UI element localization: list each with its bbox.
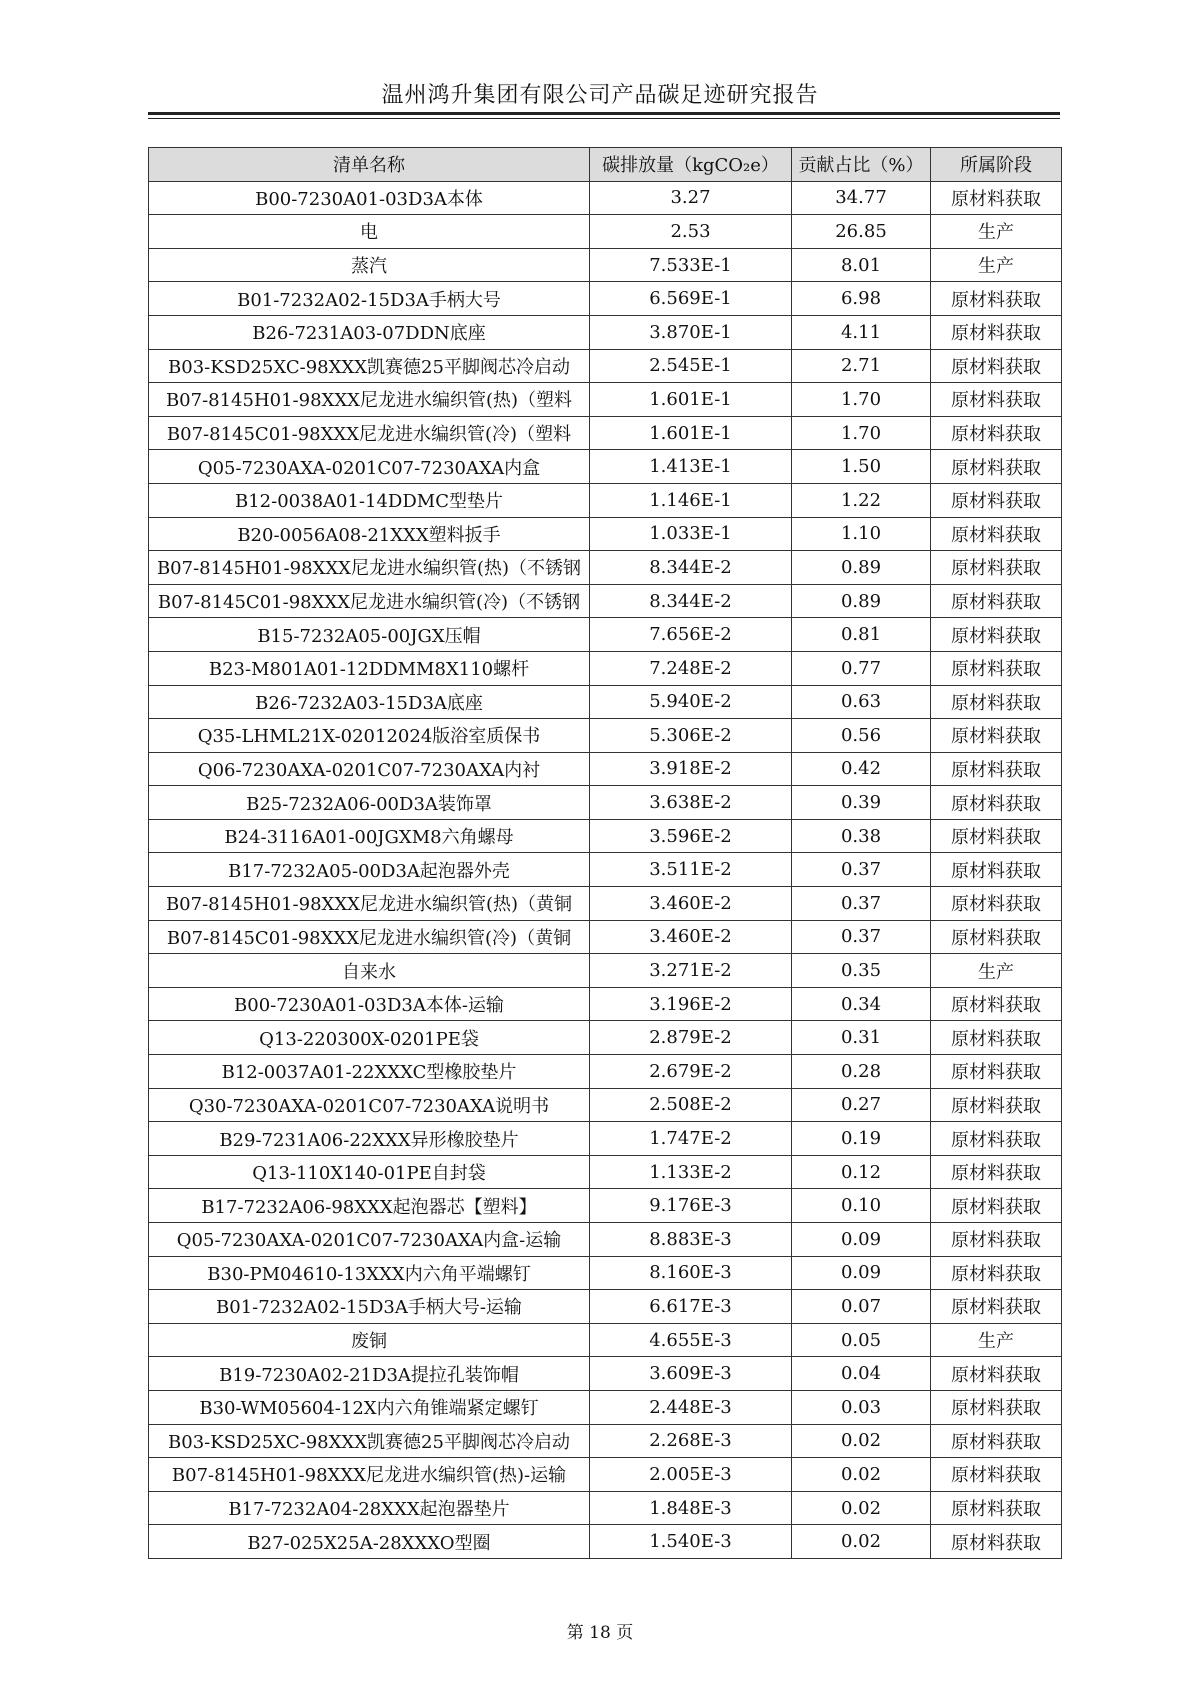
table-row <box>149 584 1062 618</box>
item-name-cell: B01-7232A02-15D3A手柄大号-运输 <box>149 1290 590 1324</box>
item-name-cell: B15-7232A05-00JGX压帽 <box>149 618 590 652</box>
item-name-cell: B12-0037A01-22XXXC型橡胶垫片 <box>149 1055 590 1089</box>
table-row <box>149 786 1062 820</box>
stage-cell: 原材料获取 <box>931 987 1062 1021</box>
share-cell: 34.77 <box>792 181 931 215</box>
emissions-cell: 2.005E-3 <box>590 1458 792 1492</box>
table-row <box>149 1189 1062 1223</box>
table-row <box>149 887 1062 921</box>
emissions-cell: 7.248E-2 <box>590 651 792 685</box>
stage-cell: 原材料获取 <box>931 1390 1062 1424</box>
stage-cell: 原材料获取 <box>931 1256 1062 1290</box>
item-name-cell: B30-PM04610-13XXX内六角平端螺钉 <box>149 1256 590 1290</box>
stage-cell: 原材料获取 <box>931 819 1062 853</box>
share-cell: 0.09 <box>792 1223 931 1257</box>
share-cell: 1.70 <box>792 383 931 417</box>
table-header <box>149 148 1062 182</box>
table-row <box>149 215 1062 249</box>
stage-cell: 原材料获取 <box>931 282 1062 316</box>
emissions-cell: 7.656E-2 <box>590 618 792 652</box>
share-cell: 0.63 <box>792 685 931 719</box>
table-row <box>149 1155 1062 1189</box>
share-cell: 0.37 <box>792 920 931 954</box>
stage-cell: 原材料获取 <box>931 752 1062 786</box>
header-cell-emissions: 碳排放量（kgCO₂e） <box>590 148 792 182</box>
share-cell: 0.03 <box>792 1390 931 1424</box>
table-row <box>149 349 1062 383</box>
emissions-cell: 2.508E-2 <box>590 1088 792 1122</box>
item-name-cell: 电 <box>149 215 590 249</box>
stage-cell: 生产 <box>931 215 1062 249</box>
item-name-cell: B19-7230A02-21D3A提拉孔装饰帽 <box>149 1357 590 1391</box>
emissions-cell: 8.160E-3 <box>590 1256 792 1290</box>
stage-cell: 原材料获取 <box>931 1223 1062 1257</box>
item-name-cell: Q06-7230AXA-0201C07-7230AXA内衬 <box>149 752 590 786</box>
item-name-cell: Q05-7230AXA-0201C07-7230AXA内盒 <box>149 450 590 484</box>
share-cell: 0.10 <box>792 1189 931 1223</box>
emissions-cell: 3.638E-2 <box>590 786 792 820</box>
item-name-cell: B07-8145C01-98XXX尼龙进水编织管(冷)（黄铜 <box>149 920 590 954</box>
emissions-cell: 8.883E-3 <box>590 1223 792 1257</box>
item-name-cell: B25-7232A06-00D3A装饰罩 <box>149 786 590 820</box>
item-name-cell: Q30-7230AXA-0201C07-7230AXA说明书 <box>149 1088 590 1122</box>
share-cell: 0.02 <box>792 1525 931 1559</box>
emissions-cell: 1.848E-3 <box>590 1491 792 1525</box>
share-cell: 0.12 <box>792 1155 931 1189</box>
table-row <box>149 416 1062 450</box>
share-cell: 0.02 <box>792 1424 931 1458</box>
item-name-cell: B07-8145C01-98XXX尼龙进水编织管(冷)（不锈钢 <box>149 584 590 618</box>
item-name-cell: B00-7230A01-03D3A本体-运输 <box>149 987 590 1021</box>
share-cell: 0.02 <box>792 1491 931 1525</box>
share-cell: 0.56 <box>792 719 931 753</box>
stage-cell: 原材料获取 <box>931 1055 1062 1089</box>
emissions-cell: 3.918E-2 <box>590 752 792 786</box>
emissions-cell: 3.870E-1 <box>590 315 792 349</box>
stage-cell: 原材料获取 <box>931 1021 1062 1055</box>
stage-cell: 原材料获取 <box>931 651 1062 685</box>
share-cell: 0.42 <box>792 752 931 786</box>
item-name-cell: Q35-LHML21X-02012024版浴室质保书 <box>149 719 590 753</box>
emissions-cell: 1.747E-2 <box>590 1122 792 1156</box>
item-name-cell: B07-8145H01-98XXX尼龙进水编织管(热)（塑料 <box>149 383 590 417</box>
emissions-cell: 5.940E-2 <box>590 685 792 719</box>
table-row <box>149 383 1062 417</box>
stage-cell: 原材料获取 <box>931 349 1062 383</box>
table-row <box>149 315 1062 349</box>
item-name-cell: B20-0056A08-21XXX塑料扳手 <box>149 517 590 551</box>
table-header-row <box>149 148 1062 182</box>
emissions-cell: 2.545E-1 <box>590 349 792 383</box>
stage-cell: 原材料获取 <box>931 1424 1062 1458</box>
stage-cell: 原材料获取 <box>931 584 1062 618</box>
share-cell: 0.81 <box>792 618 931 652</box>
item-name-cell: B24-3116A01-00JGXM8六角螺母 <box>149 819 590 853</box>
emissions-cell: 3.609E-3 <box>590 1357 792 1391</box>
item-name-cell: B30-WM05604-12X内六角锥端紧定螺钉 <box>149 1390 590 1424</box>
share-cell: 0.19 <box>792 1122 931 1156</box>
share-cell: 0.31 <box>792 1021 931 1055</box>
header-cell-share: 贡献占比（%） <box>792 148 931 182</box>
stage-cell: 原材料获取 <box>931 719 1062 753</box>
table-row <box>149 282 1062 316</box>
table-row <box>149 920 1062 954</box>
item-name-cell: B01-7232A02-15D3A手柄大号 <box>149 282 590 316</box>
emissions-cell: 3.271E-2 <box>590 954 792 988</box>
emissions-cell: 1.413E-1 <box>590 450 792 484</box>
stage-cell: 原材料获取 <box>931 887 1062 921</box>
stage-cell: 原材料获取 <box>931 1525 1062 1559</box>
table-row <box>149 1357 1062 1391</box>
item-name-cell: Q05-7230AXA-0201C07-7230AXA内盒-运输 <box>149 1223 590 1257</box>
table-row <box>149 181 1062 215</box>
emissions-cell: 1.601E-1 <box>590 416 792 450</box>
stage-cell: 原材料获取 <box>931 1458 1062 1492</box>
emissions-cell: 2.448E-3 <box>590 1390 792 1424</box>
item-name-cell: B12-0038A01-14DDMC型垫片 <box>149 483 590 517</box>
item-name-cell: B07-8145H01-98XXX尼龙进水编织管(热)（黄铜 <box>149 887 590 921</box>
emissions-cell: 2.879E-2 <box>590 1021 792 1055</box>
item-name-cell: 蒸汽 <box>149 248 590 282</box>
emissions-cell: 1.146E-1 <box>590 483 792 517</box>
item-name-cell: 废铜 <box>149 1323 590 1357</box>
share-cell: 2.71 <box>792 349 931 383</box>
emissions-cell: 1.033E-1 <box>590 517 792 551</box>
item-name-cell: B00-7230A01-03D3A本体 <box>149 181 590 215</box>
table-row <box>149 685 1062 719</box>
stage-cell: 原材料获取 <box>931 517 1062 551</box>
emissions-cell: 1.601E-1 <box>590 383 792 417</box>
table-row <box>149 853 1062 887</box>
emissions-cell: 3.460E-2 <box>590 887 792 921</box>
table-row <box>149 551 1062 585</box>
table-row <box>149 1458 1062 1492</box>
share-cell: 0.02 <box>792 1458 931 1492</box>
table-row <box>149 987 1062 1021</box>
table-row <box>149 1088 1062 1122</box>
emissions-cell: 6.569E-1 <box>590 282 792 316</box>
stage-cell: 原材料获取 <box>931 1155 1062 1189</box>
share-cell: 0.05 <box>792 1323 931 1357</box>
emissions-table <box>148 147 1062 1559</box>
stage-cell: 原材料获取 <box>931 416 1062 450</box>
item-name-cell: B17-7232A05-00D3A起泡器外壳 <box>149 853 590 887</box>
emissions-cell: 7.533E-1 <box>590 248 792 282</box>
table-row <box>149 1021 1062 1055</box>
table-row <box>149 618 1062 652</box>
share-cell: 1.70 <box>792 416 931 450</box>
share-cell: 0.27 <box>792 1088 931 1122</box>
header-cell-item-name: 清单名称 <box>149 148 590 182</box>
table-row <box>149 719 1062 753</box>
emissions-cell: 8.344E-2 <box>590 584 792 618</box>
stage-cell: 原材料获取 <box>931 853 1062 887</box>
share-cell: 0.04 <box>792 1357 931 1391</box>
stage-cell: 原材料获取 <box>931 1290 1062 1324</box>
table-row <box>149 651 1062 685</box>
table-row <box>149 1055 1062 1089</box>
emissions-cell: 3.196E-2 <box>590 987 792 1021</box>
item-name-cell: B23-M801A01-12DDMM8X110螺杆 <box>149 651 590 685</box>
share-cell: 0.89 <box>792 584 931 618</box>
emissions-cell: 4.655E-3 <box>590 1323 792 1357</box>
stage-cell: 原材料获取 <box>931 551 1062 585</box>
share-cell: 0.89 <box>792 551 931 585</box>
stage-cell: 原材料获取 <box>931 920 1062 954</box>
emissions-cell: 1.540E-3 <box>590 1525 792 1559</box>
page-number: 第 18 页 <box>566 1623 634 1643</box>
table-row <box>149 1122 1062 1156</box>
emissions-cell: 3.511E-2 <box>590 853 792 887</box>
table-body <box>149 181 1062 1558</box>
stage-cell: 生产 <box>931 248 1062 282</box>
stage-cell: 生产 <box>931 1323 1062 1357</box>
emissions-cell: 5.306E-2 <box>590 719 792 753</box>
item-name-cell: B26-7231A03-07DDN底座 <box>149 315 590 349</box>
stage-cell: 生产 <box>931 954 1062 988</box>
table-row <box>149 1323 1062 1357</box>
table-row <box>149 248 1062 282</box>
item-name-cell: B29-7231A06-22XXX异形橡胶垫片 <box>149 1122 590 1156</box>
item-name-cell: B17-7232A06-98XXX起泡器芯【塑料】 <box>149 1189 590 1223</box>
share-cell: 0.35 <box>792 954 931 988</box>
stage-cell: 原材料获取 <box>931 383 1062 417</box>
share-cell: 0.37 <box>792 887 931 921</box>
share-cell: 0.77 <box>792 651 931 685</box>
table-row <box>149 1390 1062 1424</box>
share-cell: 0.38 <box>792 819 931 853</box>
stage-cell: 原材料获取 <box>931 685 1062 719</box>
share-cell: 26.85 <box>792 215 931 249</box>
item-name-cell: B17-7232A04-28XXX起泡器垫片 <box>149 1491 590 1525</box>
share-cell: 0.07 <box>792 1290 931 1324</box>
item-name-cell: B07-8145C01-98XXX尼龙进水编织管(冷)（塑料 <box>149 416 590 450</box>
table-row <box>149 752 1062 786</box>
emissions-cell: 8.344E-2 <box>590 551 792 585</box>
share-cell: 1.10 <box>792 517 931 551</box>
emissions-cell: 2.679E-2 <box>590 1055 792 1089</box>
table-row <box>149 483 1062 517</box>
item-name-cell: B26-7232A03-15D3A底座 <box>149 685 590 719</box>
stage-cell: 原材料获取 <box>931 315 1062 349</box>
share-cell: 6.98 <box>792 282 931 316</box>
stage-cell: 原材料获取 <box>931 450 1062 484</box>
stage-cell: 原材料获取 <box>931 618 1062 652</box>
table-row <box>149 450 1062 484</box>
emissions-cell: 3.27 <box>590 181 792 215</box>
item-name-cell: Q13-220300X-0201PE袋 <box>149 1021 590 1055</box>
stage-cell: 原材料获取 <box>931 1122 1062 1156</box>
share-cell: 0.37 <box>792 853 931 887</box>
table-row <box>149 1290 1062 1324</box>
table-row <box>149 819 1062 853</box>
item-name-cell: B03-KSD25XC-98XXX凯赛德25平脚阀芯冷启动 <box>149 1424 590 1458</box>
emissions-cell: 2.53 <box>590 215 792 249</box>
share-cell: 0.39 <box>792 786 931 820</box>
stage-cell: 原材料获取 <box>931 1357 1062 1391</box>
table-row <box>149 954 1062 988</box>
emissions-cell: 6.617E-3 <box>590 1290 792 1324</box>
emissions-cell: 3.596E-2 <box>590 819 792 853</box>
share-cell: 4.11 <box>792 315 931 349</box>
table-row <box>149 517 1062 551</box>
table-row <box>149 1223 1062 1257</box>
table-row <box>149 1424 1062 1458</box>
emissions-cell: 3.460E-2 <box>590 920 792 954</box>
stage-cell: 原材料获取 <box>931 1491 1062 1525</box>
item-name-cell: Q13-110X140-01PE自封袋 <box>149 1155 590 1189</box>
share-cell: 0.34 <box>792 987 931 1021</box>
stage-cell: 原材料获取 <box>931 1189 1062 1223</box>
share-cell: 0.28 <box>792 1055 931 1089</box>
item-name-cell: B03-KSD25XC-98XXX凯赛德25平脚阀芯冷启动 <box>149 349 590 383</box>
item-name-cell: B07-8145H01-98XXX尼龙进水编织管(热)-运输 <box>149 1458 590 1492</box>
table-row <box>149 1256 1062 1290</box>
item-name-cell: 自来水 <box>149 954 590 988</box>
table-row <box>149 1525 1062 1559</box>
share-cell: 1.22 <box>792 483 931 517</box>
emissions-cell: 2.268E-3 <box>590 1424 792 1458</box>
emissions-cell: 9.176E-3 <box>590 1189 792 1223</box>
share-cell: 1.50 <box>792 450 931 484</box>
header-rule-thick <box>148 112 1060 115</box>
share-cell: 8.01 <box>792 248 931 282</box>
header-cell-stage: 所属阶段 <box>931 148 1062 182</box>
item-name-cell: B27-025X25A-28XXXO型圈 <box>149 1525 590 1559</box>
stage-cell: 原材料获取 <box>931 483 1062 517</box>
share-cell: 0.09 <box>792 1256 931 1290</box>
header-rule-thin <box>148 118 1060 119</box>
stage-cell: 原材料获取 <box>931 181 1062 215</box>
table-row <box>149 1491 1062 1525</box>
stage-cell: 原材料获取 <box>931 786 1062 820</box>
emissions-cell: 1.133E-2 <box>590 1155 792 1189</box>
report-header-title: 温州鸿升集团有限公司产品碳足迹研究报告 <box>381 83 819 108</box>
item-name-cell: B07-8145H01-98XXX尼龙进水编织管(热)（不锈钢 <box>149 551 590 585</box>
stage-cell: 原材料获取 <box>931 1088 1062 1122</box>
